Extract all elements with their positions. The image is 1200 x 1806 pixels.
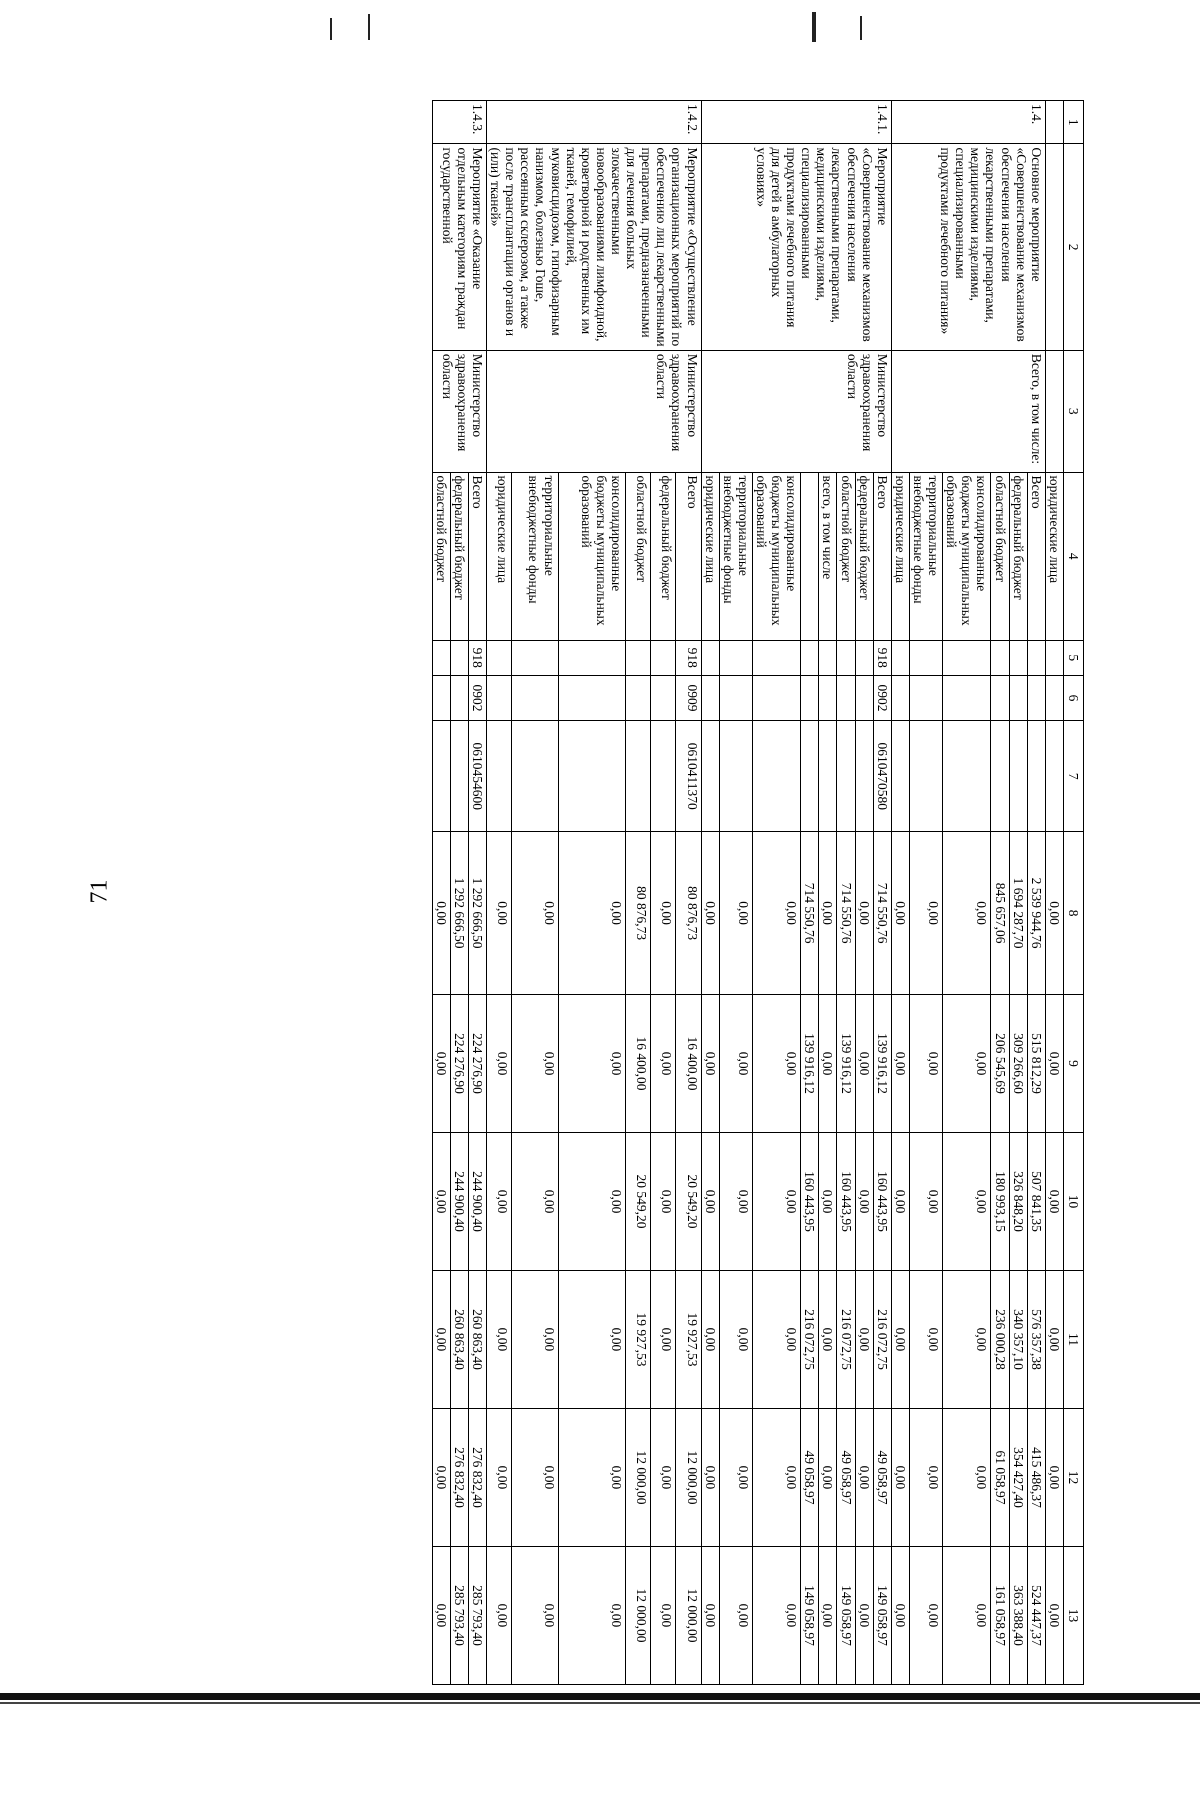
amount-cell: 149 058,97 [873,1546,891,1684]
row-number-cell: 1.4.1. [701,101,891,144]
amount-cell: 0,00 [891,1546,909,1684]
budget-code-cell [719,675,752,721]
amount-cell: 524 447,37 [1027,1546,1045,1684]
budget-code-cell [752,721,800,832]
funding-source-cell: федеральный бюджет [450,472,468,640]
amount-cell: 285 793,40 [450,1546,468,1684]
amount-cell: 224 276,90 [450,995,468,1133]
budget-code-cell: 0902 [468,675,486,721]
col-header: 11 [1063,1271,1083,1409]
amount-cell: 0,00 [701,995,719,1133]
amount-cell: 0,00 [819,1271,837,1409]
budget-code-cell [450,721,468,832]
col-header: 4 [1063,472,1083,640]
budget-code-cell [801,640,819,675]
col-header: 6 [1063,675,1083,721]
budget-code-cell [487,640,512,675]
amount-cell: 16 400,00 [676,995,701,1133]
amount-cell: 0,00 [819,832,837,995]
budget-code-cell [837,721,855,832]
budget-code-cell [837,640,855,675]
row-number-cell: 1.4. [891,101,1045,144]
amount-cell: 80 876,73 [676,832,701,995]
budget-code-cell [943,721,991,832]
budget-code-cell [701,721,719,832]
table-row [676,101,701,1685]
budget-code-cell: 0902 [873,675,891,721]
funding-source-cell: юридические лица [487,472,512,640]
amount-cell: 285 793,40 [468,1546,486,1684]
amount-cell: 0,00 [487,1133,512,1271]
amount-cell: 0,00 [855,1546,873,1684]
amount-cell: 0,00 [432,1271,450,1409]
amount-cell: 236 000,28 [991,1271,1009,1409]
amount-cell: 363 388,40 [1009,1546,1027,1684]
funding-source-cell [801,472,819,640]
budget-code-cell [701,675,719,721]
scan-mark [860,16,862,40]
budget-code-cell [819,675,837,721]
executor-cell: Министерство здравоохранения области [487,350,702,472]
budget-code-cell [512,640,558,675]
amount-cell: 0,00 [719,1546,752,1684]
budget-code-cell [432,675,450,721]
amount-cell: 0,00 [855,1408,873,1546]
amount-cell: 0,00 [891,832,909,995]
amount-cell: 0,00 [558,1546,625,1684]
budget-code-cell [801,721,819,832]
amount-cell: 12 000,00 [676,1408,701,1546]
amount-cell: 160 443,95 [801,1133,819,1271]
amount-cell: 12 000,00 [676,1546,701,1684]
col-header: 12 [1063,1408,1083,1546]
amount-cell: 0,00 [512,832,558,995]
header-row [1063,101,1083,1685]
amount-cell: 0,00 [819,1408,837,1546]
funding-source-cell: территориальные внебюджетные фонды [719,472,752,640]
rotated-table-container [191,100,1084,1685]
amount-cell: 139 916,12 [873,995,891,1133]
amount-cell: 61 058,97 [991,1408,1009,1546]
amount-cell: 0,00 [855,995,873,1133]
amount-cell: 149 058,97 [801,1546,819,1684]
page-number: 71 [86,879,113,904]
budget-code-cell [432,721,450,832]
amount-cell: 19 927,53 [676,1271,701,1409]
budget-code-cell: 0909 [676,675,701,721]
col-header: 8 [1063,832,1083,995]
amount-cell: 0,00 [651,1546,676,1684]
budget-code-cell [855,640,873,675]
budget-code-cell [819,721,837,832]
budget-code-cell [1045,675,1063,721]
amount-cell: 0,00 [651,995,676,1133]
amount-cell: 0,00 [943,832,991,995]
table-row [1045,101,1063,1685]
budget-code-cell [991,640,1009,675]
row-number-cell [1045,101,1063,144]
amount-cell: 149 058,97 [837,1546,855,1684]
amount-cell: 415 486,37 [1027,1408,1045,1546]
amount-cell: 49 058,97 [873,1408,891,1546]
budget-code-cell [1009,640,1027,675]
budget-code-cell: 0610411370 [676,721,701,832]
amount-cell: 160 443,95 [873,1133,891,1271]
amount-cell: 714 550,76 [873,832,891,995]
amount-cell: 260 863,40 [450,1271,468,1409]
budget-code-cell [891,721,909,832]
amount-cell: 16 400,00 [625,995,650,1133]
amount-cell: 0,00 [1045,1271,1063,1409]
col-header: 7 [1063,721,1083,832]
funding-source-cell: территориальные внебюджетные фонды [909,472,942,640]
amount-cell: 180 993,15 [991,1133,1009,1271]
amount-cell: 0,00 [1045,995,1063,1133]
amount-cell: 0,00 [943,1271,991,1409]
budget-code-cell [1045,721,1063,832]
amount-cell: 0,00 [891,1271,909,1409]
amount-cell: 244 900,40 [450,1133,468,1271]
amount-cell: 12 000,00 [625,1546,650,1684]
amount-cell: 0,00 [1045,1546,1063,1684]
amount-cell: 0,00 [943,995,991,1133]
budget-code-cell [801,675,819,721]
budget-code-cell [1027,640,1045,675]
amount-cell: 244 900,40 [468,1133,486,1271]
amount-cell: 0,00 [558,832,625,995]
budget-code-cell [991,721,1009,832]
budget-table [432,100,1084,1685]
table-body [432,101,1063,1685]
budget-code-cell: 918 [676,640,701,675]
event-name-cell: Мероприятие «Оказание отдельным категориям граждан государственной [432,144,486,350]
amount-cell: 0,00 [701,1546,719,1684]
table-row [468,101,486,1685]
event-name-cell: Мероприятие «Осуществление организационных мероприятий по обеспечению лиц лекарственными препаратами, предназначенными для лечения больных злокачественными новообразованиями лимфоидной, кроветворной и родственных им тканей, гемофилией, муковисцидозом, гипофизарным нанизмом, болезнью Гоше, рассеянным склерозом, а также после трансплантации органов и (или) тканей» [487,144,702,350]
event-name-cell [1045,144,1063,350]
amount-cell: 576 357,38 [1027,1271,1045,1409]
table-row [1027,101,1045,1685]
col-header: 1 [1063,101,1083,144]
funding-source-cell: Всего [873,472,891,640]
funding-source-cell: юридические лица [701,472,719,640]
budget-code-cell [909,640,942,675]
budget-code-cell [558,640,625,675]
amount-cell: 0,00 [719,832,752,995]
amount-cell: 0,00 [432,1546,450,1684]
amount-cell: 0,00 [943,1408,991,1546]
budget-code-cell [558,675,625,721]
amount-cell: 0,00 [855,1271,873,1409]
amount-cell: 326 848,20 [1009,1133,1027,1271]
col-header: 5 [1063,640,1083,675]
amount-cell: 0,00 [651,832,676,995]
amount-cell: 2 539 944,76 [1027,832,1045,995]
amount-cell: 0,00 [512,1271,558,1409]
amount-cell: 216 072,75 [873,1271,891,1409]
amount-cell: 0,00 [487,1546,512,1684]
budget-code-cell [943,640,991,675]
budget-code-cell [625,721,650,832]
budget-code-cell [450,640,468,675]
amount-cell: 714 550,76 [801,832,819,995]
budget-code-cell [651,675,676,721]
amount-cell: 49 058,97 [837,1408,855,1546]
funding-source-cell: юридические лица [891,472,909,640]
amount-cell: 0,00 [752,995,800,1133]
amount-cell: 0,00 [558,1408,625,1546]
executor-cell: Всего, в том числе: [891,350,1045,472]
budget-code-cell [719,640,752,675]
col-header: 13 [1063,1546,1083,1684]
budget-code-cell: 0610454600 [468,721,486,832]
amount-cell: 139 916,12 [837,995,855,1133]
amount-cell: 0,00 [909,1271,942,1409]
executor-cell [1045,350,1063,472]
scan-mark [812,12,816,42]
amount-cell: 276 832,40 [450,1408,468,1546]
scan-edge-bar [0,1702,1200,1704]
amount-cell: 0,00 [487,832,512,995]
budget-code-cell [909,721,942,832]
funding-source-cell: всего, в том числе [819,472,837,640]
amount-cell: 20 549,20 [625,1133,650,1271]
amount-cell: 0,00 [855,1133,873,1271]
amount-cell: 276 832,40 [468,1408,486,1546]
funding-source-cell: федеральный бюджет [1009,472,1027,640]
budget-code-cell [752,640,800,675]
event-name-cell: Мероприятие «Совершенствование механизмов обеспечения населения лекарственными препаратами, медицинскими изделиями, специализированными продуктами лечебного питания для детей в амбулаторных условиях» [701,144,891,350]
amount-cell: 0,00 [558,995,625,1133]
amount-cell: 309 266,60 [1009,995,1027,1133]
funding-source-cell: областной бюджет [432,472,450,640]
scan-edge-bar [0,1693,1200,1700]
amount-cell: 224 276,90 [468,995,486,1133]
amount-cell: 0,00 [719,1133,752,1271]
funding-source-cell: консолидированные бюджеты муниципальных образований [752,472,800,640]
amount-cell: 0,00 [855,832,873,995]
amount-cell: 0,00 [943,1133,991,1271]
amount-cell: 507 841,35 [1027,1133,1045,1271]
amount-cell: 0,00 [719,1271,752,1409]
col-header: 10 [1063,1133,1083,1271]
row-number-cell: 1.4.2. [487,101,702,144]
amount-cell: 0,00 [701,1408,719,1546]
amount-cell: 0,00 [752,1271,800,1409]
amount-cell: 0,00 [909,1546,942,1684]
budget-code-cell [512,721,558,832]
amount-cell: 0,00 [909,1133,942,1271]
col-header: 2 [1063,144,1083,350]
amount-cell: 0,00 [719,995,752,1133]
amount-cell: 216 072,75 [801,1271,819,1409]
funding-source-cell: консолидированные бюджеты муниципальных образований [943,472,991,640]
budget-code-cell [891,675,909,721]
budget-code-cell [701,640,719,675]
amount-cell: 0,00 [651,1408,676,1546]
amount-cell: 0,00 [752,1133,800,1271]
amount-cell: 0,00 [891,1133,909,1271]
amount-cell: 0,00 [512,1546,558,1684]
funding-source-cell: территориальные внебюджетные фонды [512,472,558,640]
amount-cell: 0,00 [891,995,909,1133]
amount-cell: 139 916,12 [801,995,819,1133]
funding-source-cell: федеральный бюджет [855,472,873,640]
amount-cell: 80 876,73 [625,832,650,995]
budget-code-cell [752,675,800,721]
amount-cell: 0,00 [909,832,942,995]
scan-mark [368,14,370,40]
amount-cell: 260 863,40 [468,1271,486,1409]
budget-code-cell [909,675,942,721]
budget-code-cell [1009,721,1027,832]
budget-code-cell [450,675,468,721]
amount-cell: 19 927,53 [625,1271,650,1409]
budget-code-cell [819,640,837,675]
amount-cell: 0,00 [701,1271,719,1409]
amount-cell: 1 292 666,50 [468,832,486,995]
amount-cell: 0,00 [752,1408,800,1546]
budget-code-cell [891,640,909,675]
scan-mark [330,18,332,40]
amount-cell: 0,00 [432,832,450,995]
amount-cell: 354 427,40 [1009,1408,1027,1546]
budget-code-cell [487,675,512,721]
row-number-cell: 1.4.3. [432,101,486,144]
amount-cell: 0,00 [487,995,512,1133]
budget-code-cell [1027,675,1045,721]
amount-cell: 1 292 666,50 [450,832,468,995]
amount-cell: 340 357,10 [1009,1271,1027,1409]
amount-cell: 0,00 [432,1133,450,1271]
executor-cell: Министерство здравоохранения области [701,350,891,472]
col-header: 9 [1063,995,1083,1133]
amount-cell: 0,00 [752,1546,800,1684]
amount-cell: 12 000,00 [625,1408,650,1546]
funding-source-cell: областной бюджет [991,472,1009,640]
col-header: 3 [1063,350,1083,472]
amount-cell: 0,00 [432,995,450,1133]
amount-cell: 0,00 [1045,832,1063,995]
budget-code-cell: 0610470580 [873,721,891,832]
amount-cell: 0,00 [1045,1133,1063,1271]
budget-code-cell [1027,721,1045,832]
funding-source-cell: Всего [1027,472,1045,640]
event-name-cell: Основное мероприятие «Совершенствование механизмов обеспечения населения лекарственными препаратами, медицинскими изделиями, специализированными продуктами лечебного питания» [891,144,1045,350]
budget-code-cell: 918 [468,640,486,675]
amount-cell: 206 545,69 [991,995,1009,1133]
amount-cell: 20 549,20 [676,1133,701,1271]
amount-cell: 0,00 [558,1271,625,1409]
amount-cell: 0,00 [432,1408,450,1546]
budget-code-cell [1045,640,1063,675]
amount-cell: 0,00 [512,995,558,1133]
budget-code-cell [432,640,450,675]
amount-cell: 160 443,95 [837,1133,855,1271]
budget-code-cell [558,721,625,832]
budget-code-cell [837,675,855,721]
amount-cell: 0,00 [512,1408,558,1546]
amount-cell: 0,00 [487,1271,512,1409]
budget-code-cell [855,721,873,832]
budget-code-cell [855,675,873,721]
budget-code-cell: 918 [873,640,891,675]
amount-cell: 0,00 [909,1408,942,1546]
amount-cell: 0,00 [819,995,837,1133]
amount-cell: 0,00 [943,1546,991,1684]
budget-code-cell [651,640,676,675]
funding-source-cell: Всего [468,472,486,640]
amount-cell: 0,00 [819,1546,837,1684]
budget-code-cell [625,675,650,721]
amount-cell: 0,00 [487,1408,512,1546]
funding-source-cell: областной бюджет [837,472,855,640]
amount-cell: 714 550,76 [837,832,855,995]
budget-code-cell [991,675,1009,721]
funding-source-cell: областной бюджет [625,472,650,640]
amount-cell: 0,00 [891,1408,909,1546]
amount-cell: 49 058,97 [801,1408,819,1546]
budget-code-cell [719,721,752,832]
amount-cell: 0,00 [819,1133,837,1271]
amount-cell: 0,00 [909,995,942,1133]
amount-cell: 0,00 [701,832,719,995]
budget-code-cell [651,721,676,832]
funding-source-cell: Всего [676,472,701,640]
funding-source-cell: юридические лица [1045,472,1063,640]
amount-cell: 0,00 [701,1133,719,1271]
amount-cell: 216 072,75 [837,1271,855,1409]
amount-cell: 0,00 [512,1133,558,1271]
budget-code-cell [625,640,650,675]
amount-cell: 0,00 [752,832,800,995]
budget-code-cell [1009,675,1027,721]
amount-cell: 161 058,97 [991,1546,1009,1684]
budget-code-cell [487,721,512,832]
executor-cell: Министерство здравоохранения области [432,350,486,472]
budget-code-cell [943,675,991,721]
amount-cell: 845 657,06 [991,832,1009,995]
amount-cell: 0,00 [1045,1408,1063,1546]
amount-cell: 0,00 [719,1408,752,1546]
funding-source-cell: консолидированные бюджеты муниципальных образований [558,472,625,640]
amount-cell: 515 812,29 [1027,995,1045,1133]
amount-cell: 0,00 [651,1133,676,1271]
funding-source-cell: федеральный бюджет [651,472,676,640]
amount-cell: 0,00 [651,1271,676,1409]
table-row [873,101,891,1685]
budget-code-cell [512,675,558,721]
amount-cell: 0,00 [558,1133,625,1271]
amount-cell: 1 694 287,70 [1009,832,1027,995]
